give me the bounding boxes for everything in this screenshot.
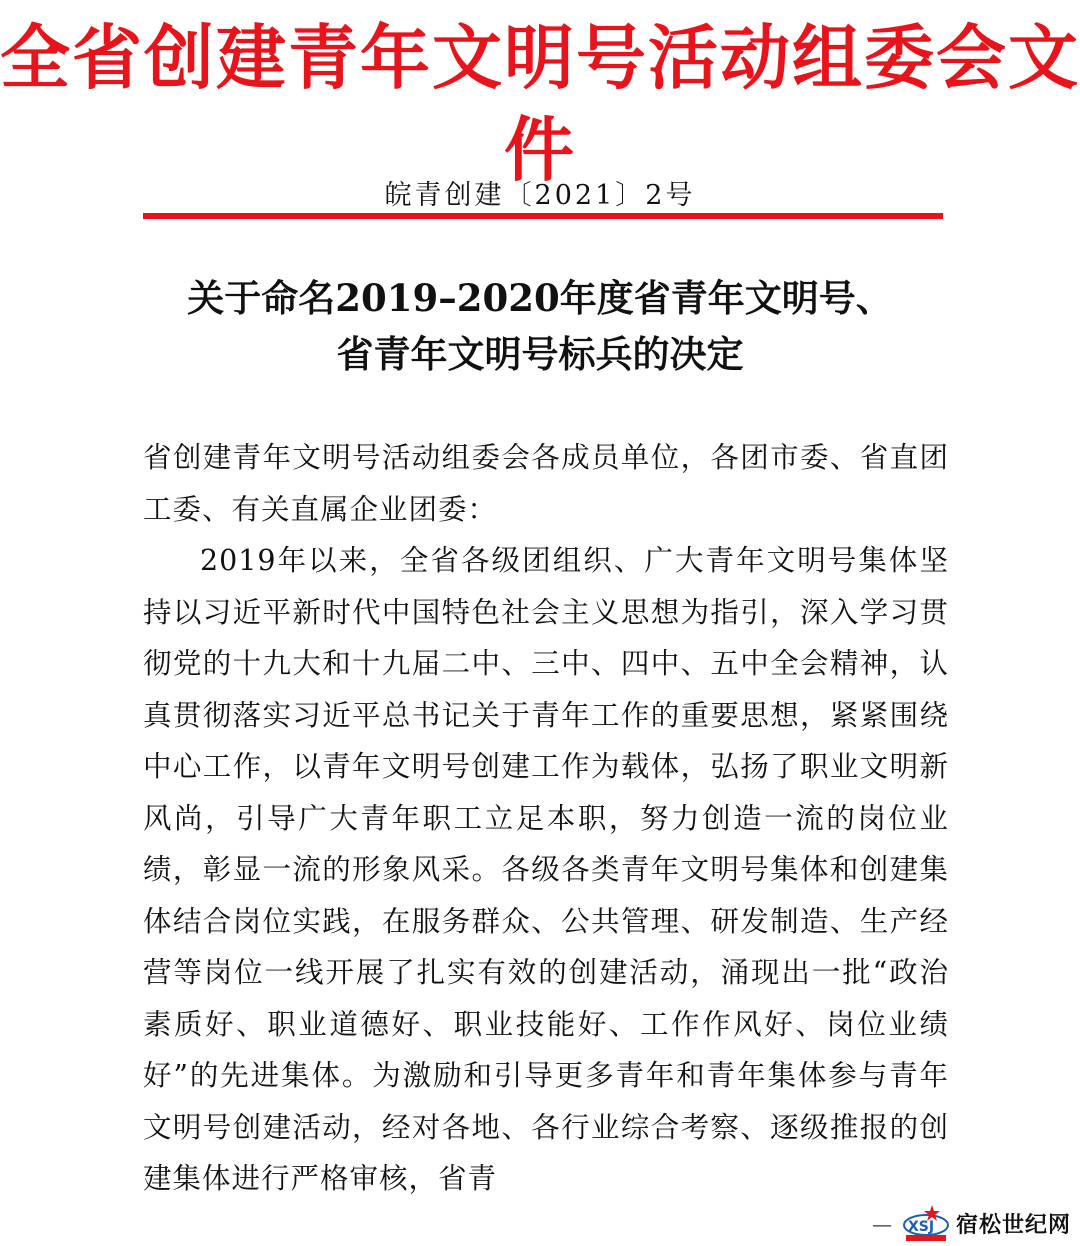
document-number: 皖青创建〔2021〕2号 (384, 180, 696, 211)
decision-title-line-1: 关于命名2019–2020年度省青年文明号、 (187, 276, 893, 320)
document-header-title: 全省创建青年文明号活动组委会文件 (0, 16, 1080, 191)
watermark-logo-text: XSJ (908, 1219, 935, 1235)
document-body (143, 432, 949, 1205)
red-divider-rule (143, 213, 943, 219)
watermark-text: 宿松世纪网 (956, 1212, 1072, 1238)
body-paragraph: 2019年以来，全省各级团组织、广大青年文明号集体坚持以习近平新时代中国特色社会主义思想为指引，深入学习贯彻党的十九大和十九届二中、三中、四中、五中全会精神，认真贯彻落实习近平总书记关于青年工作的重要思想，紧紧围绕中心工作，以青年文明号创建工作为载体，弘扬了职业文明新风尚，引导广大青年职工立足本职，努力创造一流的岗位业绩，彰显一流的形象风采。各级各类青年文明号集体和创建集体结合岗位实践，在服务群众、公共管理、研发制造、生产经营等岗位一线开展了扎实有效的创建活动，涌现出一批“政治素质好、职业道德好、职业技能好、工作作风好、岗位业绩好”的先进集体。为激励和引导更多青年和青年集体参与青年文明号创建活动，经对各地、各行业综合考察、逐级推报的创建集体进行严格审核，省青 (143, 544, 949, 1195)
site-watermark (902, 1200, 1078, 1246)
decision-title (0, 270, 1080, 382)
star-logo-icon (902, 1203, 950, 1243)
page-number-dash: — (872, 1212, 892, 1236)
decision-title-line-2: 省青年文明号标兵的决定 (336, 332, 744, 376)
salutation: 省创建青年文明号活动组委会各成员单位，各团市委、省直团工委、有关直属企业团委： (143, 441, 949, 526)
